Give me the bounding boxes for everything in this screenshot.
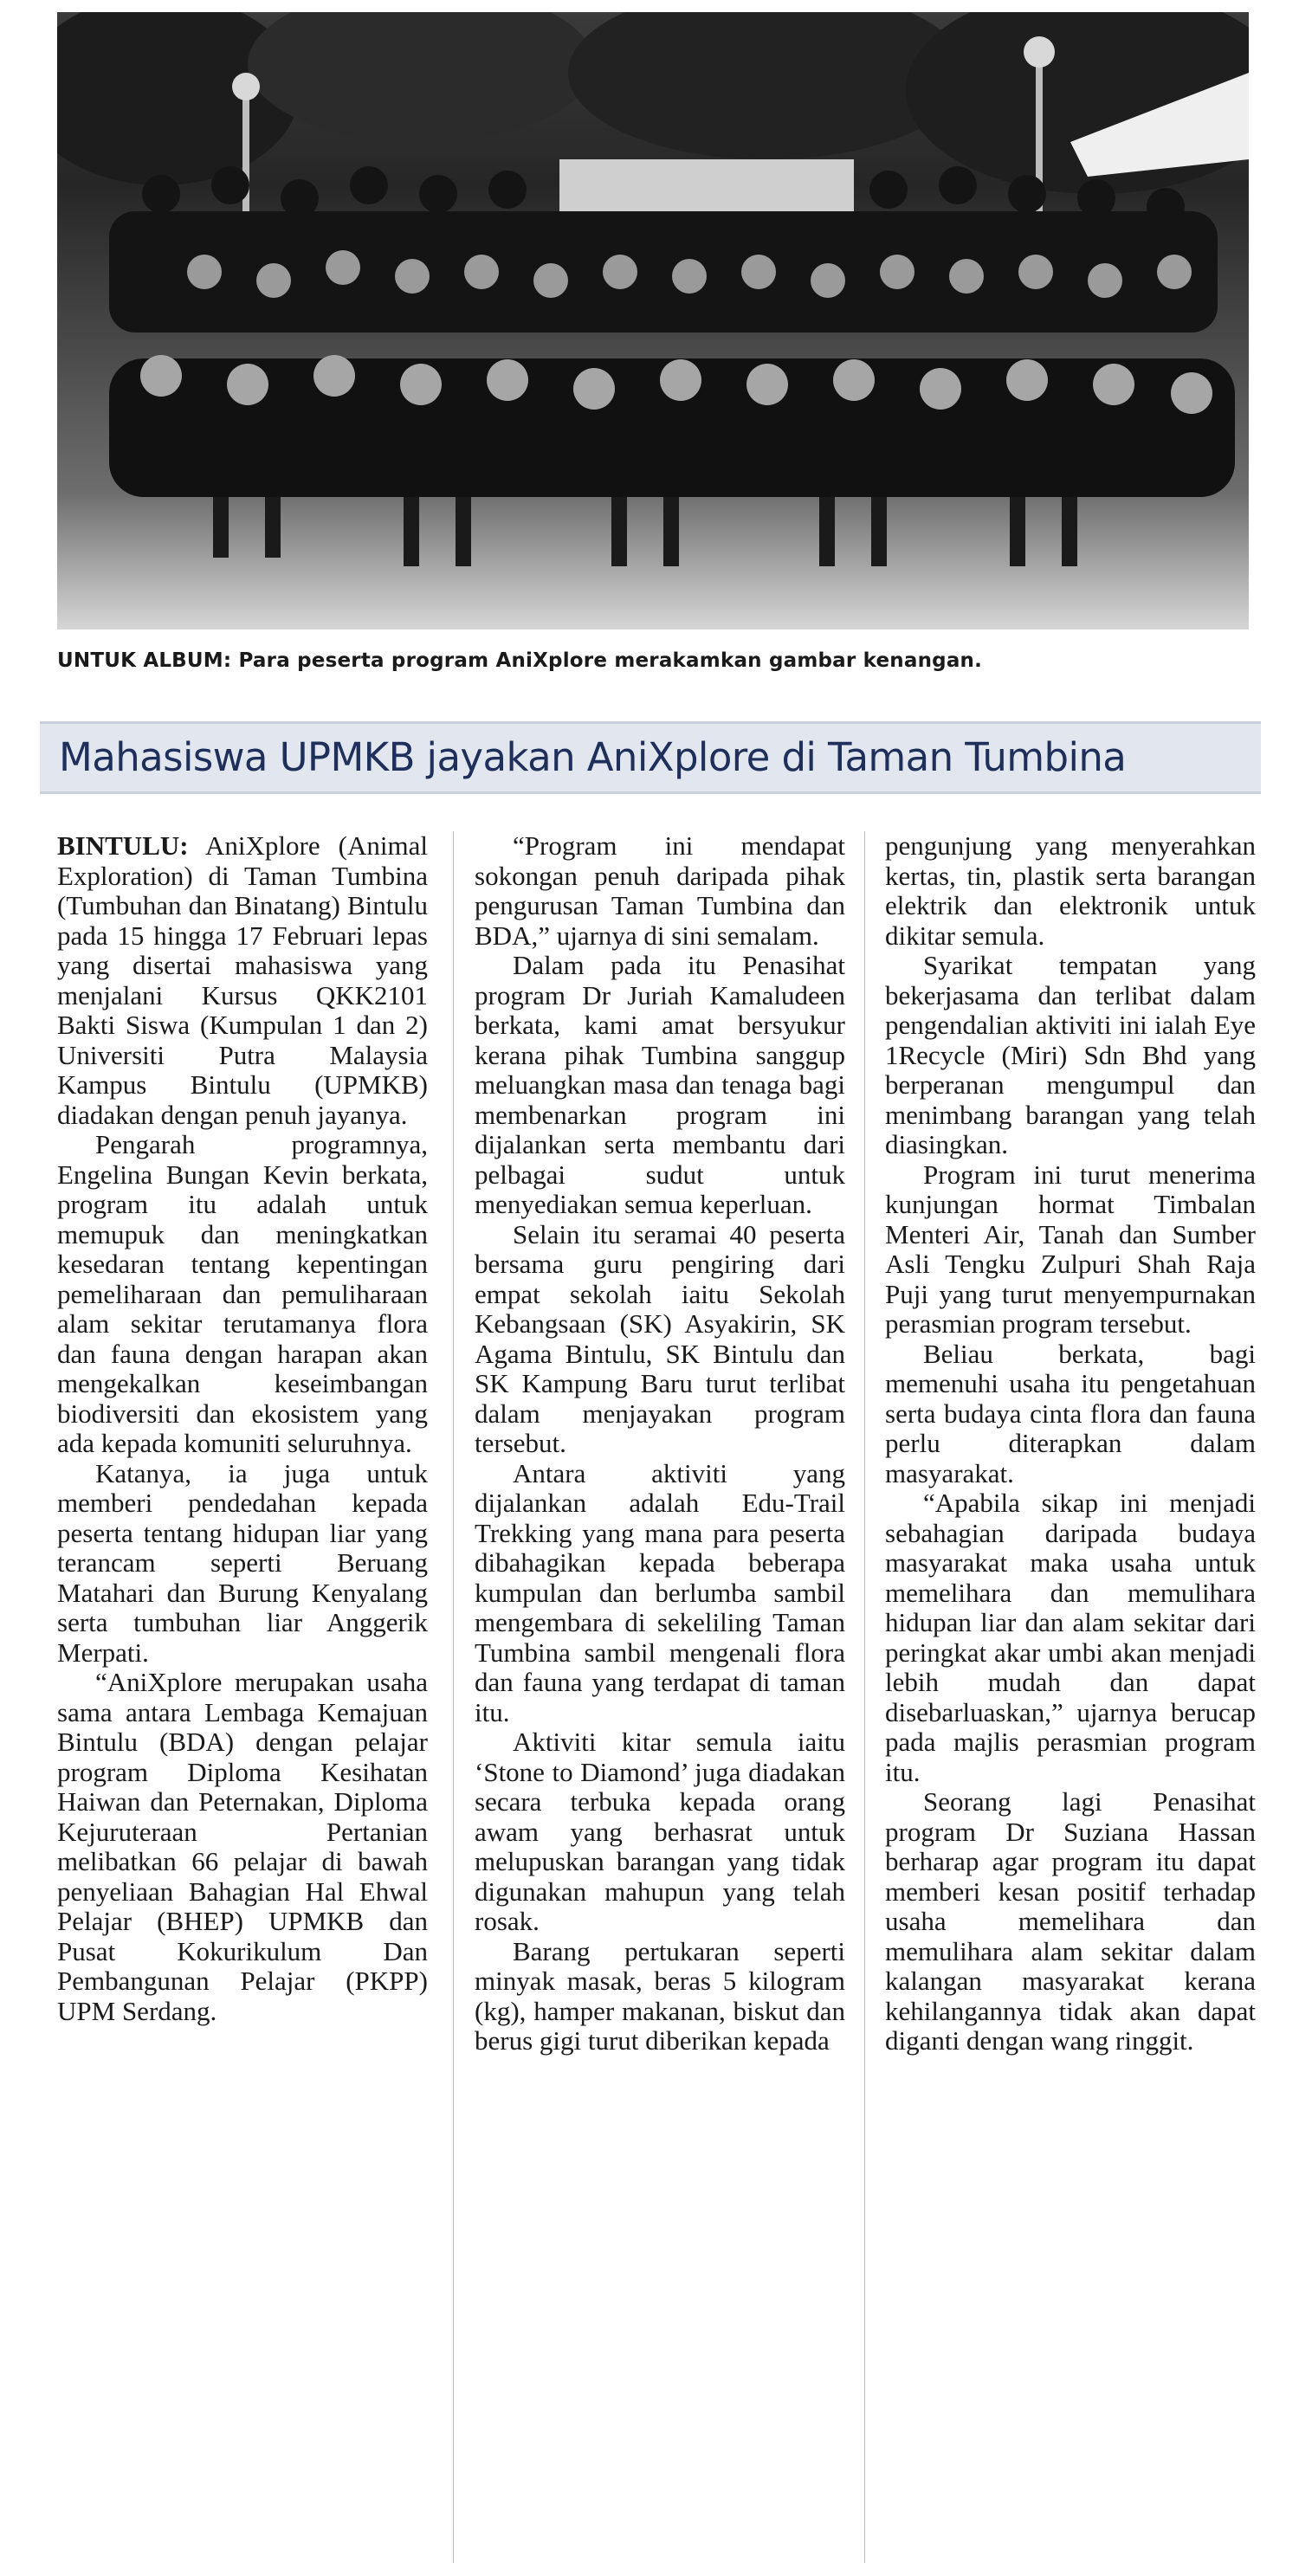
paragraph: Seorang lagi Penasihat program Dr Suziana Hassan berharap agar program itu dapat memberi kesan positif terhadap usaha memelihara dan memulihara alam sekitar dalam kalangan masyarakat kerana kehilangannya tidak akan dapat diganti dengan wang ringgit.	[885, 1786, 1256, 2056]
photo-caption	[57, 649, 1249, 672]
dateline: BINTULU:	[57, 830, 189, 861]
group-photo	[57, 12, 1249, 629]
paragraph: Syarikat tempatan yang bekerjasama dan terlibat dalam pengendalian aktiviti ini ialah Eye 1Recycle (Miri) Sdn Bhd yang berperanan mengumpul dan menimbang barangan yang telah diasingkan.	[885, 950, 1256, 1159]
paragraph: Pengarah programnya, Engelina Bungan Kevin berkata, program itu adalah untuk memupuk dan meningkatkan kesedaran tentang kepentingan pemeliharaan dan pemuliharaan alam sekitar terutamanya flora dan fauna dengan harapan akan mengekalkan keseimbangan biodiversiti dan ekosistem yang ada kepada komuniti seluruhnya.	[57, 1129, 428, 1458]
article-column-3	[885, 831, 1256, 2056]
article-column-1	[57, 831, 428, 2026]
paragraph: Beliau berkata, bagi memenuhi usaha itu pengetahuan serta budaya cinta flora dan fauna perlu diterapkan dalam masyarakat.	[885, 1338, 1256, 1488]
group-photo-illustration	[57, 12, 1249, 629]
paragraph: BINTULU: AniXplore (Animal Exploration) di Taman Tumbina (Tumbuhan dan Binatang) Bintulu pada 15 hingga 17 Februari lepas yang disertai mahasiswa yang menjalani Kursus QKK2101 Bakti Siswa (Kumpulan 1 dan 2) Universiti Putra Malaysia Kampus Bintulu (UPMKB) diadakan dengan penuh jayanya.	[57, 830, 428, 1130]
column-divider	[453, 831, 454, 2563]
paragraph: Antara aktiviti yang dijalankan adalah Edu-Trail Trekking yang mana para peserta dibahagikan kepada beberapa kumpulan dan berlumba sambil mengembara di sekeliling Taman Tumbina sambil mengenali flora dan fauna yang terdapat di taman itu.	[475, 1457, 845, 1727]
paragraph: “Program ini mendapat sokongan penuh daripada pihak pengurusan Taman Tumbina dan BDA,” ujarnya di sini semalam.	[475, 830, 845, 951]
column-divider	[864, 831, 865, 2563]
article-headline: Mahasiswa UPMKB jayakan AniXplore di Taman Tumbina	[59, 734, 1127, 780]
paragraph: Barang pertukaran seperti minyak masak, beras 5 kilogram (kg), hamper makanan, biskut dan berus gigi turut diberikan kepada	[475, 1935, 845, 2056]
paragraph: Aktiviti kitar semula iaitu ‘Stone to Diamond’ juga diadakan secara terbuka kepada orang awam yang berhasrat untuk melupuskan barangan yang tidak digunakan mahupun yang telah rosak.	[475, 1727, 845, 1936]
caption-label: UNTUK ALBUM:	[57, 649, 232, 672]
caption-text: Para peserta program AniXplore merakamkan gambar kenangan.	[231, 649, 983, 672]
paragraph: pengunjung yang menyerahkan kertas, tin, plastik serta barangan elektrik dan elektronik untuk dikitar semula.	[885, 830, 1256, 951]
paragraph: “Apabila sikap ini menjadi sebahagian daripada budaya masyarakat maka usaha untuk memelihara dan memulihara hidupan liar dan alam sekitar dari peringkat akar umbi akan menjadi lebih mudah dan dapat disebarluaskan,” ujarnya berucap pada majlis perasmian program itu.	[885, 1488, 1256, 1787]
paragraph: “AniXplore merupakan usaha sama antara Lembaga Kemajuan Bintulu (BDA) dengan pelajar program Diploma Kesihatan Haiwan dan Peternakan, Diploma Kejuruteraan Pertanian melibatkan 66 pelajar di bawah penyeliaan Bahagian Hal Ehwal Pelajar (BHEP) UPMKB dan Pusat Kokurikulum Dan Pembangunan Pelajar (PKPP) UPM Serdang.	[57, 1667, 428, 2026]
paragraph: Program ini turut menerima kunjungan hormat Timbalan Menteri Air, Tanah dan Sumber Asli Tengku Zulpuri Shah Raja Puji yang turut menyempurnakan perasmian program tersebut.	[885, 1159, 1256, 1339]
paragraph: Dalam pada itu Penasihat program Dr Juriah Kamaludeen berkata, kami amat bersyukur kerana pihak Tumbina sanggup meluangkan masa dan tenaga bagi membenarkan program ini dijalankan serta membantu dari pelbagai sudut untuk menyediakan semua keperluan.	[475, 950, 845, 1219]
paragraph: Selain itu seramai 40 peserta bersama guru pengiring dari empat sekolah iaitu Sekolah Kebangsaan (SK) Asyakirin, SK Agama Bintulu, SK Bintulu dan SK Kampung Baru turut terlibat dalam menjayakan program tersebut.	[475, 1218, 845, 1458]
article-column-2	[475, 831, 845, 2056]
paragraph: Katanya, ia juga untuk memberi pendedahan kepada peserta tentang hidupan liar yang terancam seperti Beruang Matahari dan Burung Kenyalang serta tumbuhan liar Anggerik Merpati.	[57, 1457, 428, 1668]
